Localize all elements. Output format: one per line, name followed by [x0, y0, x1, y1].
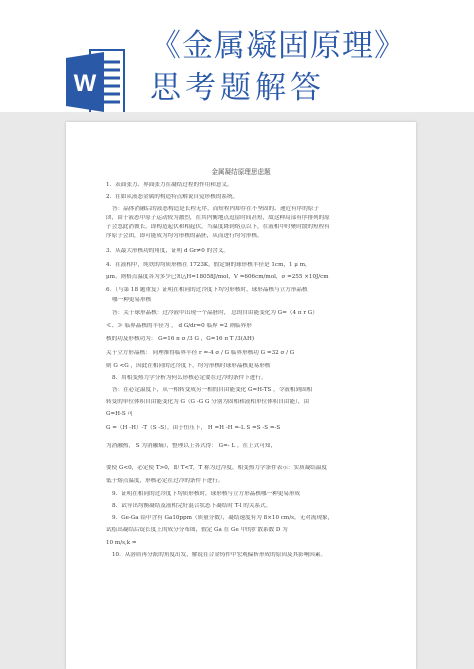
- doc-line: 答：在必定温度下，从一相转变成另一相的自由能变化 G=H-TS ，令液相到固相: [112, 387, 313, 393]
- document-page: [66, 122, 416, 669]
- doc-line: 核的功及形核功为： G=16 π σ /3 G ，G=16 π T /3(ΔH): [106, 336, 255, 342]
- doc-line: 8．用相变热力学分析为何么形核必定要在过冷的条件下进行。: [112, 375, 267, 381]
- doc-line: 答：晶体消融后的液态构造是长程无序，而短程内却存在不坚固的、递近有序的原子: [112, 206, 319, 212]
- doc-line: 9．证明在相同的过冷度下均质形核时，球形核与立方形晶核哪一种更易形成: [112, 491, 301, 497]
- doc-line: 低于熔点温度，形核必定在过冷的条件下进行。: [106, 478, 224, 484]
- doc-line: 关于立方形晶核： 同理推得临界半径 r =-4 σ / G 临界形核功 G =32 σ / G: [106, 350, 295, 356]
- doc-line: 转变的单位体积自由能变化为 G（G -G G 分别为固相和液相单位体积自由能），由: [106, 399, 310, 405]
- doc-line: 3．从最大形核功的角度，证明 d Gr≠0 的含义。: [106, 248, 229, 254]
- doc-line: 试绘出凝结后锭长度上的成分分布图，假定 Ga 在 Ge 中的扩散系数 D 为: [106, 527, 288, 533]
- doc-line: 为消融热， S 为消融熵），整理以上各式得： G=- L ，在上式可知，: [106, 443, 277, 449]
- document-title: 金属凝结原理思虑题: [211, 168, 271, 176]
- document-content: [66, 122, 416, 669]
- svg-text:W: W: [73, 70, 97, 97]
- doc-line: 1．表面张力、界面张力在凝结过程的作用和意义。: [106, 182, 233, 188]
- doc-line: 6．（与第 18 题重复）证明在相同的过冷度下均匀形核时，球形晶核与立方形晶核: [106, 287, 308, 293]
- doc-line: 4．在液相中，纯铁的均质形核在 1723K，假定铜的球形核半径是 1cm，1 μ m，: [106, 262, 311, 268]
- doc-line: 团，由于液态中原子运动较为激烈，在其内衡地点逗留时间甚短，故这种局部有序排列的原: [106, 215, 330, 221]
- doc-line: G=H-S 可: [106, 411, 134, 417]
- doc-line: 8．试导出均衡凝结及液相完好混合状态下凝结时 T-l 的关系式。: [112, 503, 272, 509]
- header-title-line2: 思考题解答: [150, 70, 325, 106]
- doc-line: 子会忽此消彼长，即构造起伏和相起伏。当温度降到熔点以下，在液相中时聚时散的短程有: [106, 224, 330, 230]
- header-banner: [0, 0, 474, 112]
- doc-line: 答：关于球形晶核：过冷液中出现一个晶胚时， 总的自由能变化为 G=（4 π r G）: [112, 310, 318, 316]
- doc-line: 序原子会团，即可能成为均匀形核的晶胚，从而进行均匀形核。: [106, 233, 263, 239]
- doc-line: 10．从溶质再分派的角度出发，解说在合金铸件中宏观偏析形成的原因及其影响因素。: [112, 552, 327, 558]
- doc-line: G =（H -H）-T（S -S）。由于恒压下， H =H -H =-L S =S -S =-S: [106, 425, 281, 431]
- doc-line: 10 m/s,k =: [106, 540, 137, 546]
- header-title-line1: 《金属凝固原理》: [150, 28, 406, 64]
- doc-line: 2．在如从液态金属的构造特点解说自觉形核的系统。: [106, 194, 239, 200]
- word-document-icon: [66, 48, 126, 116]
- doc-line: 要使 G<0，必定使 T>0，即 T<T，T 称为过冷度，相变热力学条件表示：实质凝结温度: [106, 465, 328, 471]
- doc-line: μm。则格点温度各为多少已知△H=18058J/mol，V =606cm/mol，σ =255 ×10J/cm: [106, 274, 329, 280]
- doc-line: 9．Ge-Ga 铅中含有 Ga10ppm（质量分数），凝结速度有为 8×10 cm/s，无对流现象，: [112, 515, 334, 521]
- doc-line: ≪、≫ 临界晶核的半径为 ， d G/dr=0 临界 =2 则临界形: [106, 323, 252, 329]
- doc-line: 则 G <G ，因此在相同的过冷度下，均匀形核时球形晶核更易形核: [106, 363, 271, 369]
- doc-line: 哪一种更易形核: [112, 297, 152, 303]
